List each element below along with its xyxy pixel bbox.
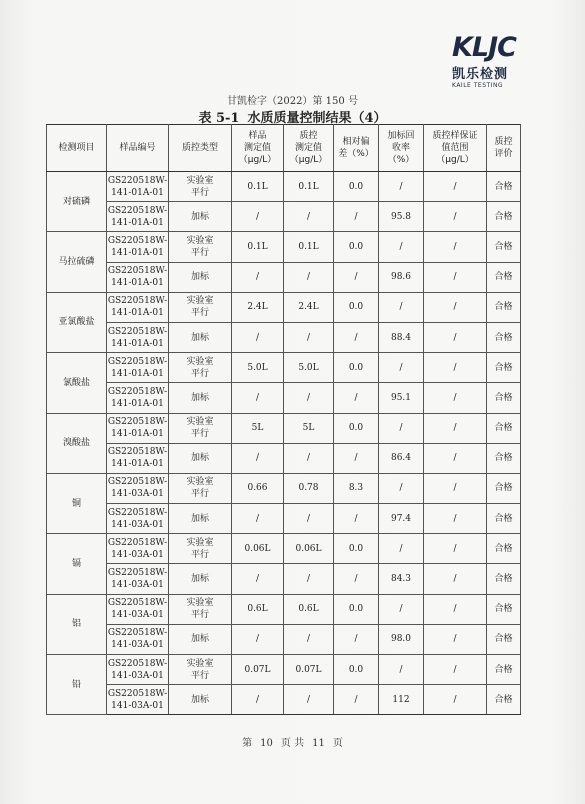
qc-type-cell: 实验室 平行 bbox=[169, 353, 232, 383]
header-col-sample-value: 样品 测定值 （μg/L） bbox=[232, 125, 284, 172]
qc-type-cell: 加标 bbox=[169, 443, 232, 473]
relative-deviation-cell: / bbox=[334, 262, 379, 292]
sample-value-cell: 0.1L bbox=[232, 232, 284, 262]
evaluation-cell: 合格 bbox=[487, 292, 521, 322]
evaluation-cell: 合格 bbox=[487, 172, 521, 202]
qc-value-cell: / bbox=[284, 202, 334, 232]
qc-type-cell: 实验室 平行 bbox=[169, 655, 232, 685]
sample-id-cell: GS220518W- 141-03A-01 bbox=[107, 473, 169, 503]
sample-value-cell: / bbox=[232, 564, 284, 594]
qc-type-cell: 实验室 平行 bbox=[169, 232, 232, 262]
recovery-cell: 112 bbox=[379, 685, 424, 715]
table-row bbox=[47, 504, 521, 534]
document-number: 甘凯检字（2022）第 150 号 bbox=[227, 96, 358, 107]
qc-range-cell: / bbox=[424, 232, 487, 262]
qc-value-cell: 2.4L bbox=[284, 292, 334, 322]
sample-id-cell: GS220518W- 141-03A-01 bbox=[107, 564, 169, 594]
sample-value-cell: / bbox=[232, 443, 284, 473]
qc-value-cell: 5L bbox=[284, 413, 334, 443]
qc-type-cell: 实验室 平行 bbox=[169, 413, 232, 443]
qc-range-cell: / bbox=[424, 353, 487, 383]
qc-type-cell: 加标 bbox=[169, 504, 232, 534]
qc-type-cell: 加标 bbox=[169, 624, 232, 654]
relative-deviation-cell: 0.0 bbox=[334, 172, 379, 202]
qc-value-cell: 0.07L bbox=[284, 655, 334, 685]
page-current: 10 bbox=[260, 738, 273, 749]
sample-value-cell: / bbox=[232, 504, 284, 534]
relative-deviation-cell: / bbox=[334, 383, 379, 413]
table-body bbox=[47, 172, 521, 715]
relative-deviation-cell: 0.0 bbox=[334, 413, 379, 443]
page-mid: 页 共 bbox=[280, 738, 305, 749]
sample-id-cell: GS220518W- 141-03A-01 bbox=[107, 655, 169, 685]
qc-type-cell: 实验室 平行 bbox=[169, 473, 232, 503]
table-row bbox=[47, 685, 521, 715]
sample-id-cell: GS220518W- 141-01A-01 bbox=[107, 322, 169, 352]
logo-english-name: KAILE TESTING bbox=[452, 82, 504, 89]
evaluation-cell: 合格 bbox=[487, 413, 521, 443]
table-row bbox=[47, 624, 521, 654]
evaluation-cell: 合格 bbox=[487, 443, 521, 473]
qc-value-cell: 0.78 bbox=[284, 473, 334, 503]
sample-value-cell: / bbox=[232, 322, 284, 352]
qc-value-cell: / bbox=[284, 624, 334, 654]
qc-value-cell: / bbox=[284, 443, 334, 473]
evaluation-cell: 合格 bbox=[487, 655, 521, 685]
recovery-cell: 88.4 bbox=[379, 322, 424, 352]
recovery-cell: 84.3 bbox=[379, 564, 424, 594]
qc-range-cell: / bbox=[424, 594, 487, 624]
relative-deviation-cell: 0.0 bbox=[334, 232, 379, 262]
sample-value-cell: 2.4L bbox=[232, 292, 284, 322]
recovery-cell: 95.8 bbox=[379, 202, 424, 232]
qc-range-cell: / bbox=[424, 564, 487, 594]
qc-range-cell: / bbox=[424, 413, 487, 443]
qc-type-cell: 加标 bbox=[169, 564, 232, 594]
table-row bbox=[47, 594, 521, 624]
evaluation-cell: 合格 bbox=[487, 383, 521, 413]
evaluation-cell: 合格 bbox=[487, 262, 521, 292]
table-row bbox=[47, 443, 521, 473]
relative-deviation-cell: / bbox=[334, 685, 379, 715]
table-header-row bbox=[47, 125, 521, 172]
quality-control-table bbox=[46, 124, 521, 715]
sample-value-cell: / bbox=[232, 624, 284, 654]
relative-deviation-cell: 0.0 bbox=[334, 534, 379, 564]
qc-value-cell: / bbox=[284, 504, 334, 534]
table-row bbox=[47, 473, 521, 503]
qc-range-cell: / bbox=[424, 655, 487, 685]
item-name-cell: 铅 bbox=[47, 655, 107, 715]
table-row bbox=[47, 353, 521, 383]
company-logo bbox=[452, 34, 562, 92]
header-col-evaluation: 质控 评价 bbox=[487, 125, 521, 172]
sample-id-cell: GS220518W- 141-01A-01 bbox=[107, 353, 169, 383]
qc-range-cell: / bbox=[424, 534, 487, 564]
evaluation-cell: 合格 bbox=[487, 353, 521, 383]
qc-type-cell: 实验室 平行 bbox=[169, 594, 232, 624]
evaluation-cell: 合格 bbox=[487, 564, 521, 594]
evaluation-cell: 合格 bbox=[487, 322, 521, 352]
logo-chinese-name: 凯乐检测 bbox=[452, 67, 509, 82]
header-col-qc-value: 质控 测定值 （μg/L） bbox=[284, 125, 334, 172]
item-name-cell: 对硫磷 bbox=[47, 172, 107, 232]
header-col-recovery: 加标回 收率 （%） bbox=[379, 125, 424, 172]
sample-value-cell: / bbox=[232, 685, 284, 715]
sample-id-cell: GS220518W- 141-03A-01 bbox=[107, 624, 169, 654]
qc-range-cell: / bbox=[424, 292, 487, 322]
sample-value-cell: / bbox=[232, 262, 284, 292]
qc-value-cell: / bbox=[284, 564, 334, 594]
recovery-cell: 86.4 bbox=[379, 443, 424, 473]
item-name-cell: 氯酸盐 bbox=[47, 353, 107, 413]
sample-id-cell: GS220518W- 141-03A-01 bbox=[107, 504, 169, 534]
qc-value-cell: 5.0L bbox=[284, 353, 334, 383]
qc-value-cell: / bbox=[284, 262, 334, 292]
qc-type-cell: 加标 bbox=[169, 262, 232, 292]
table-row bbox=[47, 322, 521, 352]
recovery-cell: / bbox=[379, 232, 424, 262]
sample-id-cell: GS220518W- 141-01A-01 bbox=[107, 413, 169, 443]
sample-value-cell: 0.6L bbox=[232, 594, 284, 624]
header-col-sample-id: 样品编号 bbox=[107, 125, 169, 172]
table-row bbox=[47, 232, 521, 262]
sample-id-cell: GS220518W- 141-01A-01 bbox=[107, 443, 169, 473]
qc-range-cell: / bbox=[424, 202, 487, 232]
recovery-cell: / bbox=[379, 594, 424, 624]
logo-mark: KLJC bbox=[452, 32, 516, 63]
qc-range-cell: / bbox=[424, 383, 487, 413]
header-col-item: 检测项目 bbox=[47, 125, 107, 172]
recovery-cell: 97.4 bbox=[379, 504, 424, 534]
page-prefix: 第 bbox=[242, 738, 253, 749]
recovery-cell: / bbox=[379, 534, 424, 564]
relative-deviation-cell: / bbox=[334, 443, 379, 473]
qc-type-cell: 加标 bbox=[169, 322, 232, 352]
page-footer bbox=[0, 734, 585, 749]
sample-id-cell: GS220518W- 141-01A-01 bbox=[107, 232, 169, 262]
table-caption: 水质质量控制结果（4） bbox=[247, 111, 387, 126]
qc-type-cell: 加标 bbox=[169, 202, 232, 232]
recovery-cell: 95.1 bbox=[379, 383, 424, 413]
item-name-cell: 溴酸盐 bbox=[47, 413, 107, 473]
sample-value-cell: 0.07L bbox=[232, 655, 284, 685]
relative-deviation-cell: 0.0 bbox=[334, 594, 379, 624]
relative-deviation-cell: 8.3 bbox=[334, 473, 379, 503]
sample-id-cell: GS220518W- 141-03A-01 bbox=[107, 685, 169, 715]
qc-range-cell: / bbox=[424, 624, 487, 654]
sample-id-cell: GS220518W- 141-01A-01 bbox=[107, 202, 169, 232]
table-row bbox=[47, 292, 521, 322]
recovery-cell: / bbox=[379, 473, 424, 503]
recovery-cell: / bbox=[379, 172, 424, 202]
sample-id-cell: GS220518W- 141-01A-01 bbox=[107, 383, 169, 413]
table-row bbox=[47, 202, 521, 232]
table-row bbox=[47, 262, 521, 292]
recovery-cell: / bbox=[379, 292, 424, 322]
qc-range-cell: / bbox=[424, 443, 487, 473]
item-name-cell: 镉 bbox=[47, 534, 107, 594]
qc-value-cell: / bbox=[284, 383, 334, 413]
qc-value-cell: 0.1L bbox=[284, 232, 334, 262]
sample-value-cell: 0.06L bbox=[232, 534, 284, 564]
qc-range-cell: / bbox=[424, 685, 487, 715]
qc-type-cell: 实验室 平行 bbox=[169, 292, 232, 322]
sample-id-cell: GS220518W- 141-01A-01 bbox=[107, 292, 169, 322]
item-name-cell: 马拉硫磷 bbox=[47, 232, 107, 292]
qc-type-cell: 实验室 平行 bbox=[169, 534, 232, 564]
evaluation-cell: 合格 bbox=[487, 685, 521, 715]
table-row bbox=[47, 534, 521, 564]
relative-deviation-cell: / bbox=[334, 564, 379, 594]
relative-deviation-cell: 0.0 bbox=[334, 655, 379, 685]
qc-value-cell: / bbox=[284, 322, 334, 352]
relative-deviation-cell: / bbox=[334, 504, 379, 534]
recovery-cell: 98.0 bbox=[379, 624, 424, 654]
sample-value-cell: 5L bbox=[232, 413, 284, 443]
sample-value-cell: 5.0L bbox=[232, 353, 284, 383]
item-name-cell: 铝 bbox=[47, 594, 107, 654]
sample-id-cell: GS220518W- 141-01A-01 bbox=[107, 262, 169, 292]
qc-value-cell: / bbox=[284, 685, 334, 715]
qc-value-cell: 0.06L bbox=[284, 534, 334, 564]
sample-value-cell: 0.1L bbox=[232, 172, 284, 202]
header-col-qc-range: 质控样保证 值范围 （μg/L） bbox=[424, 125, 487, 172]
qc-type-cell: 实验室 平行 bbox=[169, 172, 232, 202]
evaluation-cell: 合格 bbox=[487, 202, 521, 232]
sample-value-cell: / bbox=[232, 383, 284, 413]
qc-range-cell: / bbox=[424, 172, 487, 202]
qc-value-cell: 0.6L bbox=[284, 594, 334, 624]
table-row bbox=[47, 564, 521, 594]
sample-value-cell: 0.66 bbox=[232, 473, 284, 503]
relative-deviation-cell: / bbox=[334, 624, 379, 654]
sample-id-cell: GS220518W- 141-03A-01 bbox=[107, 594, 169, 624]
table-number: 表 5-1 bbox=[198, 111, 240, 126]
qc-value-cell: 0.1L bbox=[284, 172, 334, 202]
recovery-cell: / bbox=[379, 413, 424, 443]
recovery-cell: / bbox=[379, 353, 424, 383]
table-row bbox=[47, 383, 521, 413]
recovery-cell: / bbox=[379, 655, 424, 685]
item-name-cell: 铜 bbox=[47, 473, 107, 533]
page-total: 11 bbox=[312, 738, 325, 749]
relative-deviation-cell: / bbox=[334, 322, 379, 352]
qc-type-cell: 加标 bbox=[169, 383, 232, 413]
evaluation-cell: 合格 bbox=[487, 534, 521, 564]
evaluation-cell: 合格 bbox=[487, 232, 521, 262]
qc-range-cell: / bbox=[424, 262, 487, 292]
evaluation-cell: 合格 bbox=[487, 504, 521, 534]
table-row bbox=[47, 413, 521, 443]
table-row bbox=[47, 172, 521, 202]
qc-range-cell: / bbox=[424, 322, 487, 352]
evaluation-cell: 合格 bbox=[487, 594, 521, 624]
evaluation-cell: 合格 bbox=[487, 473, 521, 503]
table-row bbox=[47, 655, 521, 685]
relative-deviation-cell: 0.0 bbox=[334, 353, 379, 383]
relative-deviation-cell: / bbox=[334, 202, 379, 232]
sample-id-cell: GS220518W- 141-01A-01 bbox=[107, 172, 169, 202]
sample-id-cell: GS220518W- 141-03A-01 bbox=[107, 534, 169, 564]
recovery-cell: 98.6 bbox=[379, 262, 424, 292]
qc-range-cell: / bbox=[424, 473, 487, 503]
header-col-qc-type: 质控类型 bbox=[169, 125, 232, 172]
page-suffix: 页 bbox=[332, 738, 343, 749]
header-col-relative-deviation: 相对偏 差（%） bbox=[334, 125, 379, 172]
qc-type-cell: 加标 bbox=[169, 685, 232, 715]
evaluation-cell: 合格 bbox=[487, 624, 521, 654]
item-name-cell: 亚氯酸盐 bbox=[47, 292, 107, 352]
sample-value-cell: / bbox=[232, 202, 284, 232]
qc-range-cell: / bbox=[424, 504, 487, 534]
relative-deviation-cell: 0.0 bbox=[334, 292, 379, 322]
